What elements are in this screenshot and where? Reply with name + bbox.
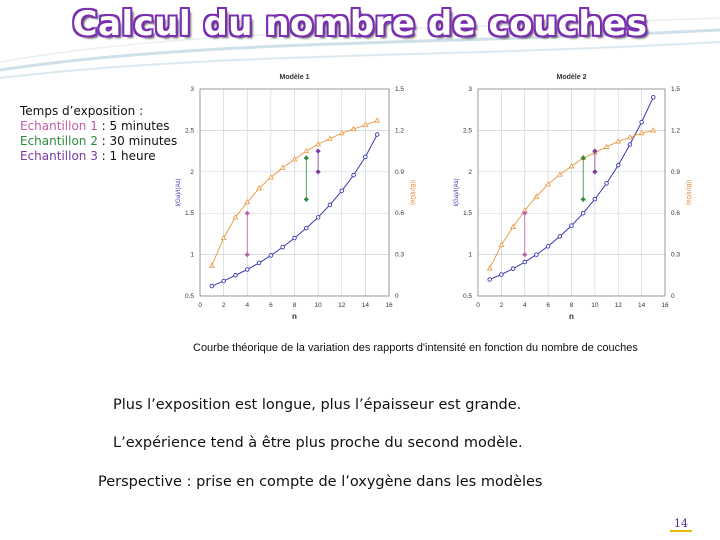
y-left-tick-label: 1.5 <box>462 210 472 218</box>
x-tick-label: 0 <box>476 302 480 309</box>
y-left-axis-label: I(Ga)/I(As) <box>176 178 182 207</box>
sample-marker <box>304 155 309 160</box>
legend-value: : 1 heure <box>97 149 156 163</box>
data-point <box>605 182 609 186</box>
data-point <box>222 279 226 283</box>
sample-marker <box>304 197 309 202</box>
data-point <box>305 226 309 230</box>
legend-label: Echantillon 2 <box>20 134 98 148</box>
y-right-tick-label: 1.2 <box>671 127 681 135</box>
x-tick-label: 12 <box>338 302 346 309</box>
y-right-tick-label: 0.3 <box>395 251 405 259</box>
x-tick-label: 2 <box>221 302 226 309</box>
sample-marker <box>245 211 250 216</box>
data-point <box>523 260 527 264</box>
x-tick-label: 4 <box>245 302 250 309</box>
y-left-tick-label: 1 <box>190 251 194 259</box>
y-right-tick-label: 1.2 <box>395 127 405 135</box>
legend-item-sample-2 <box>20 134 177 149</box>
y-left-tick-label: 0.5 <box>184 293 194 300</box>
data-point <box>570 224 574 228</box>
statement-exposure: Plus l’exposition est longue, plus l’épaisseur est grande. <box>113 397 522 413</box>
data-point <box>511 267 515 271</box>
x-tick-label: 8 <box>569 302 574 309</box>
x-tick-label: 4 <box>522 302 527 309</box>
data-point <box>651 128 655 132</box>
data-point <box>269 254 273 258</box>
y-left-tick-label: 0.5 <box>462 293 472 300</box>
legend-value: : 5 minutes <box>97 119 170 133</box>
data-point <box>352 173 356 177</box>
x-tick-label: 0 <box>198 302 202 309</box>
y-right-axis-label: I(B)/I(Ga) <box>685 180 691 205</box>
data-point <box>487 266 491 270</box>
data-point <box>375 118 379 122</box>
legend-value: : 30 minutes <box>97 134 178 148</box>
exposure-legend <box>20 104 177 164</box>
y-right-axis-label: I(B)/I(Ga) <box>409 180 415 205</box>
data-point <box>328 203 332 207</box>
x-tick-label: 6 <box>546 302 550 309</box>
data-point <box>304 149 308 153</box>
legend-item-sample-1 <box>20 119 177 134</box>
y-left-axis-label: I(Ga)/I(As) <box>454 178 460 207</box>
legend-heading: Temps d’exposition : <box>20 104 144 118</box>
data-point <box>628 135 632 139</box>
data-point <box>639 131 643 135</box>
data-point <box>581 211 585 215</box>
data-point <box>488 278 492 282</box>
data-point <box>558 235 562 239</box>
data-point <box>558 172 562 176</box>
data-point <box>328 136 332 140</box>
data-point <box>257 261 261 265</box>
x-tick-label: 6 <box>269 302 273 309</box>
y-right-tick-label: 0.9 <box>395 168 405 176</box>
data-point <box>375 133 379 137</box>
data-point <box>351 127 355 131</box>
data-point <box>234 274 238 278</box>
slide-title: Calcul du nombre de couches <box>72 4 648 44</box>
data-point <box>281 245 285 249</box>
sample-marker <box>245 252 250 257</box>
data-point <box>363 122 367 126</box>
data-point <box>340 189 344 193</box>
sample-marker <box>522 252 527 257</box>
y-left-tick-label: 2.5 <box>462 127 472 135</box>
y-left-tick-label: 3 <box>190 86 194 93</box>
data-point <box>292 157 296 161</box>
data-point <box>569 164 573 168</box>
y-right-tick-label: 1.5 <box>671 86 681 93</box>
y-left-tick-label: 1.5 <box>184 210 194 218</box>
x-tick-label: 2 <box>499 302 504 309</box>
x-tick-label: 16 <box>661 302 669 309</box>
data-point <box>593 197 597 201</box>
statement-perspective: Perspective : prise en compte de l’oxygène dans les modèles <box>98 474 543 490</box>
data-point <box>210 284 214 288</box>
data-point <box>316 142 320 146</box>
x-tick-label: 14 <box>361 302 369 309</box>
y-left-tick-label: 2 <box>190 168 194 176</box>
data-point <box>500 273 504 277</box>
chart-caption: Courbe théorique de la variation des rapports d'intensité en fonction du nombre de couches <box>193 342 638 354</box>
x-tick-label: 10 <box>591 302 599 309</box>
y-left-tick-label: 3 <box>468 86 472 93</box>
chart-title: Modèle 2 <box>556 74 587 81</box>
x-tick-label: 10 <box>314 302 322 309</box>
data-point <box>364 155 368 159</box>
data-point <box>546 245 550 249</box>
x-axis-label: n <box>292 312 297 321</box>
sample-marker <box>592 169 597 174</box>
x-tick-label: 16 <box>385 302 393 309</box>
y-left-tick-label: 2.5 <box>184 127 194 135</box>
data-point <box>210 263 214 267</box>
x-axis-label: n <box>569 312 574 321</box>
data-point <box>280 165 284 169</box>
y-right-tick-label: 0.9 <box>671 168 681 176</box>
data-point <box>616 139 620 143</box>
x-tick-label: 12 <box>614 302 622 309</box>
y-right-tick-label: 0 <box>671 293 675 300</box>
legend-item-sample-3 <box>20 149 177 164</box>
legend-label: Echantillon 1 <box>20 119 98 133</box>
data-point <box>616 163 620 167</box>
y-right-tick-label: 0.3 <box>671 251 681 259</box>
data-point <box>293 236 297 240</box>
y-right-tick-label: 0 <box>395 293 399 300</box>
y-left-tick-label: 1 <box>468 251 472 259</box>
y-right-tick-label: 1.5 <box>395 86 405 93</box>
data-point <box>535 253 539 257</box>
sample-marker <box>581 197 586 202</box>
x-tick-label: 14 <box>638 302 646 309</box>
data-point <box>316 216 320 220</box>
data-point <box>652 95 656 99</box>
x-tick-label: 8 <box>292 302 297 309</box>
data-point <box>640 120 644 124</box>
data-point <box>340 131 344 135</box>
chart-title: Modèle 1 <box>279 74 310 81</box>
model-charts <box>163 64 720 364</box>
y-right-tick-label: 0.6 <box>671 210 681 218</box>
y-right-tick-label: 0.6 <box>395 210 405 218</box>
data-point <box>245 268 249 272</box>
page-number: 14 <box>674 517 688 530</box>
data-point <box>628 143 632 147</box>
data-point <box>604 145 608 149</box>
legend-label: Echantillon 3 <box>20 149 98 163</box>
sample-marker <box>316 169 321 174</box>
y-left-tick-label: 2 <box>468 168 472 176</box>
statement-model: L’expérience tend à être plus proche du second modèle. <box>113 435 523 451</box>
sample-marker <box>316 149 321 154</box>
